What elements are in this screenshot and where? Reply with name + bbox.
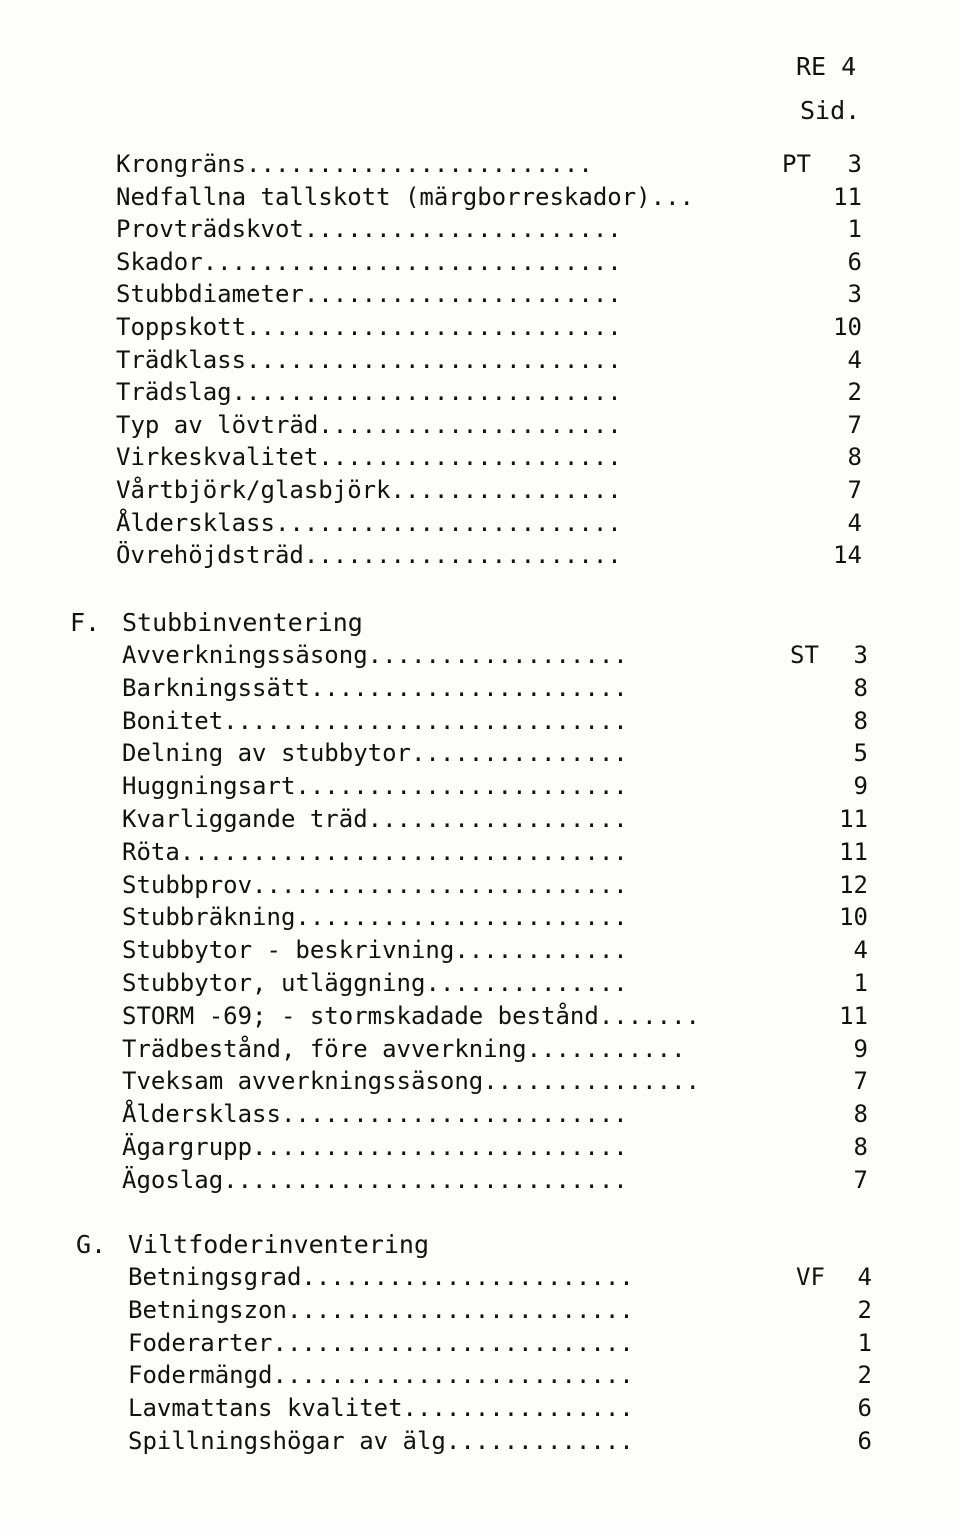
entry-label	[122, 770, 628, 803]
index-entry	[0, 836, 900, 869]
entry-label	[116, 507, 622, 540]
entry-label	[116, 148, 593, 181]
index-section-continued	[0, 148, 900, 572]
entry-page-number: 14	[833, 541, 862, 570]
entry-text: Stubbräkning	[122, 903, 296, 932]
entry-page-number: 8	[853, 1100, 868, 1129]
index-entry	[0, 1033, 900, 1066]
entry-label	[128, 1327, 634, 1360]
entry-text: Vårtbjörk/glasbjörk	[116, 475, 391, 504]
entry-label	[116, 311, 622, 344]
entry-text: Skador	[116, 247, 203, 276]
entry-page-number: 7	[853, 1165, 868, 1194]
entry-label	[122, 737, 628, 770]
index-section-g	[0, 1228, 900, 1458]
entry-text: Stubbytor, utläggning	[122, 968, 426, 997]
entry-text: Bonitet	[122, 706, 224, 735]
entry-text: Delning av stubbytor	[122, 739, 411, 768]
index-entry	[0, 474, 900, 507]
index-entry	[0, 507, 900, 540]
leader-dots: ............................	[223, 706, 628, 735]
entry-label	[116, 376, 622, 409]
leader-dots: ..........................	[246, 312, 622, 341]
entry-page-number: 1	[857, 1328, 872, 1357]
entry-text: Övrehöjdsträd	[116, 541, 304, 570]
entry-label	[122, 934, 628, 967]
leader-dots: .........................	[272, 1328, 634, 1357]
index-entry	[0, 1261, 900, 1294]
entry-page-number: 4	[847, 508, 862, 537]
entry-text: Röta	[122, 837, 180, 866]
section-heading	[0, 606, 900, 639]
index-entry	[0, 344, 900, 377]
index-entry	[0, 1065, 900, 1098]
entry-text: Provträdskvot	[116, 215, 304, 244]
index-entry	[0, 278, 900, 311]
entry-page-number: 9	[853, 772, 868, 801]
leader-dots: ...............................	[179, 837, 628, 866]
entry-label	[116, 246, 622, 279]
entry-text: Typ av lövträd	[116, 410, 319, 439]
index-entry	[0, 1392, 900, 1425]
index-entry	[0, 705, 900, 738]
entry-label	[116, 213, 622, 246]
entry-text: STORM -69; - stormskadade bestånd	[122, 1001, 599, 1030]
entry-label	[128, 1425, 634, 1458]
leader-dots: ................	[402, 1394, 634, 1423]
entry-text: Foderarter	[128, 1328, 273, 1357]
leader-dots: ......................	[309, 673, 628, 702]
entry-label	[116, 474, 622, 507]
entry-page-number: 8	[853, 706, 868, 735]
entry-text: Trädslag	[116, 378, 232, 407]
leader-dots: .......	[598, 1001, 700, 1030]
entry-label	[116, 278, 622, 311]
leader-dots: ...	[650, 182, 694, 211]
index-entry	[0, 934, 900, 967]
entry-page-number: 3	[847, 280, 862, 309]
entry-text: Huggningsart	[122, 772, 296, 801]
page-column-header: Sid.	[800, 96, 861, 125]
entry-label	[122, 1065, 700, 1098]
entry-text: Kvarliggande träd	[122, 804, 368, 833]
entry-page-number: 4	[847, 345, 862, 374]
section-title: Stubbinventering	[122, 608, 363, 637]
leader-dots: ............	[454, 936, 628, 965]
entry-text: Avverkningssäsong	[122, 641, 368, 669]
leader-dots: ...............	[483, 1067, 700, 1096]
entry-page-number: 10	[839, 903, 868, 932]
entry-text: Stubbytor - beskrivning	[122, 936, 455, 965]
leader-dots: .....................	[318, 410, 622, 439]
leader-dots: ..........................	[252, 870, 628, 899]
entry-label	[122, 1164, 628, 1197]
entry-label	[128, 1392, 634, 1425]
index-entry	[0, 181, 900, 214]
entry-label	[122, 869, 628, 902]
section-title: Viltfoderinventering	[128, 1230, 430, 1259]
entry-page-number: 6	[857, 1394, 872, 1423]
leader-dots: ..................	[367, 641, 628, 669]
entry-label	[128, 1261, 634, 1294]
leader-dots: ......................	[303, 280, 622, 309]
index-entry	[0, 409, 900, 442]
entry-page-number: 10	[833, 312, 862, 341]
entry-text: Stubbprov	[122, 870, 253, 899]
index-entry	[0, 869, 900, 902]
entry-code: ST	[790, 641, 819, 669]
entry-page-number: 2	[857, 1295, 872, 1324]
leader-dots: ........................	[286, 1295, 634, 1324]
entry-page-number: 12	[839, 870, 868, 899]
entry-page-number: 2	[857, 1361, 872, 1390]
entry-label	[122, 1000, 700, 1033]
leader-dots: .............	[445, 1426, 634, 1455]
leader-dots: ..........................	[252, 1132, 628, 1161]
leader-dots: ............................	[223, 1165, 628, 1194]
entry-page-number: 8	[847, 443, 862, 472]
entry-text: Fodermängd	[128, 1361, 273, 1390]
entry-text: Barkningssätt	[122, 673, 310, 702]
index-entry	[0, 1164, 900, 1197]
entry-text: Ägargrupp	[122, 1132, 253, 1161]
entry-text: Spillningshögar av älg	[128, 1426, 446, 1455]
entry-label	[122, 1033, 686, 1066]
entry-label	[122, 639, 628, 672]
entry-text: Åldersklass	[122, 1100, 281, 1129]
entry-label	[122, 705, 628, 738]
entry-page-number: 11	[833, 182, 862, 211]
entry-page-number: 6	[847, 247, 862, 276]
entry-text: Stubbdiameter	[116, 280, 304, 309]
entry-text: Tveksam avverkningssäsong	[122, 1067, 484, 1096]
index-entry	[0, 148, 900, 181]
leader-dots: ........................	[280, 1100, 628, 1129]
entry-label	[116, 539, 622, 572]
leader-dots: .....................	[318, 443, 622, 472]
entry-text: Betningsgrad	[128, 1263, 302, 1291]
section-letter: F.	[70, 608, 101, 637]
index-entry	[0, 639, 900, 672]
entry-text: Lavmattans kvalitet	[128, 1394, 403, 1423]
leader-dots: ......................	[303, 215, 622, 244]
section-letter: G.	[76, 1230, 107, 1259]
entry-page-number: 5	[853, 739, 868, 768]
leader-dots: .............................	[202, 247, 622, 276]
entry-code: VF	[796, 1263, 825, 1291]
index-section-f	[0, 606, 900, 1197]
entry-code: PT	[782, 150, 811, 178]
entry-label	[122, 672, 628, 705]
entry-page-number: 6	[857, 1426, 872, 1455]
leader-dots: .......................	[295, 903, 628, 932]
index-entry	[0, 311, 900, 344]
leader-dots: .......................	[301, 1263, 634, 1291]
entry-page-number: 7	[847, 475, 862, 504]
leader-dots: ..............	[425, 968, 628, 997]
entry-page-number: 4	[853, 936, 868, 965]
index-entry	[0, 1131, 900, 1164]
leader-dots: ...............	[410, 739, 628, 768]
section-heading	[0, 1228, 900, 1261]
index-entry	[0, 1327, 900, 1360]
entry-text: Virkeskvalitet	[116, 443, 319, 472]
entry-page-number: 3	[853, 641, 868, 669]
entry-page-number: 11	[839, 804, 868, 833]
leader-dots: ..........................	[246, 345, 622, 374]
leader-dots: ........................	[246, 150, 593, 178]
leader-dots: ...........................	[231, 378, 622, 407]
leader-dots: .........................	[272, 1361, 634, 1390]
entry-page-number: 3	[847, 150, 862, 178]
entry-label	[116, 409, 622, 442]
entry-label	[122, 1131, 628, 1164]
entry-page-number: 4	[857, 1263, 872, 1291]
index-entry	[0, 737, 900, 770]
index-entry	[0, 1294, 900, 1327]
entry-text: Ägoslag	[122, 1165, 224, 1194]
entry-text: Trädklass	[116, 345, 247, 374]
index-entry	[0, 1000, 900, 1033]
entry-page-number: 11	[839, 837, 868, 866]
entry-label	[122, 901, 628, 934]
entry-label	[128, 1359, 634, 1392]
index-entry	[0, 1098, 900, 1131]
entry-label	[116, 344, 622, 377]
entry-page-number: 11	[839, 1001, 868, 1030]
leader-dots: ........................	[274, 508, 622, 537]
leader-dots: ...........	[526, 1034, 686, 1063]
entry-page-number: 1	[853, 968, 868, 997]
index-entry	[0, 376, 900, 409]
index-entry	[0, 803, 900, 836]
index-entry	[0, 213, 900, 246]
index-entry	[0, 1425, 900, 1458]
index-entry	[0, 539, 900, 572]
entry-label	[116, 441, 622, 474]
entry-text: Trädbestånd, före avverkning	[122, 1034, 527, 1063]
entry-page-number: 7	[847, 410, 862, 439]
index-entry	[0, 770, 900, 803]
entry-label	[122, 967, 628, 1000]
entry-label	[122, 803, 628, 836]
entry-label	[122, 836, 628, 869]
leader-dots: ................	[390, 475, 622, 504]
document-code: RE 4	[796, 52, 857, 81]
index-entry	[0, 672, 900, 705]
entry-page-number: 7	[853, 1067, 868, 1096]
index-entry	[0, 901, 900, 934]
leader-dots: ..................	[367, 804, 628, 833]
leader-dots: ......................	[303, 541, 622, 570]
leader-dots: .......................	[295, 772, 628, 801]
entry-text: Krongräns	[116, 150, 247, 178]
entry-page-number: 1	[847, 215, 862, 244]
entry-page-number: 8	[853, 1132, 868, 1161]
entry-text: Nedfallna tallskott (märgborreskador)	[116, 182, 651, 211]
index-entry	[0, 967, 900, 1000]
entry-label	[128, 1294, 634, 1327]
entry-text: Toppskott	[116, 312, 247, 341]
entry-text: Betningszon	[128, 1295, 287, 1324]
index-entry	[0, 246, 900, 279]
index-entry	[0, 1359, 900, 1392]
entry-page-number: 8	[853, 673, 868, 702]
index-entry	[0, 441, 900, 474]
entry-text: Åldersklass	[116, 508, 275, 537]
entry-page-number: 2	[847, 378, 862, 407]
entry-label	[122, 1098, 628, 1131]
entry-label	[116, 181, 694, 214]
entry-page-number: 9	[853, 1034, 868, 1063]
